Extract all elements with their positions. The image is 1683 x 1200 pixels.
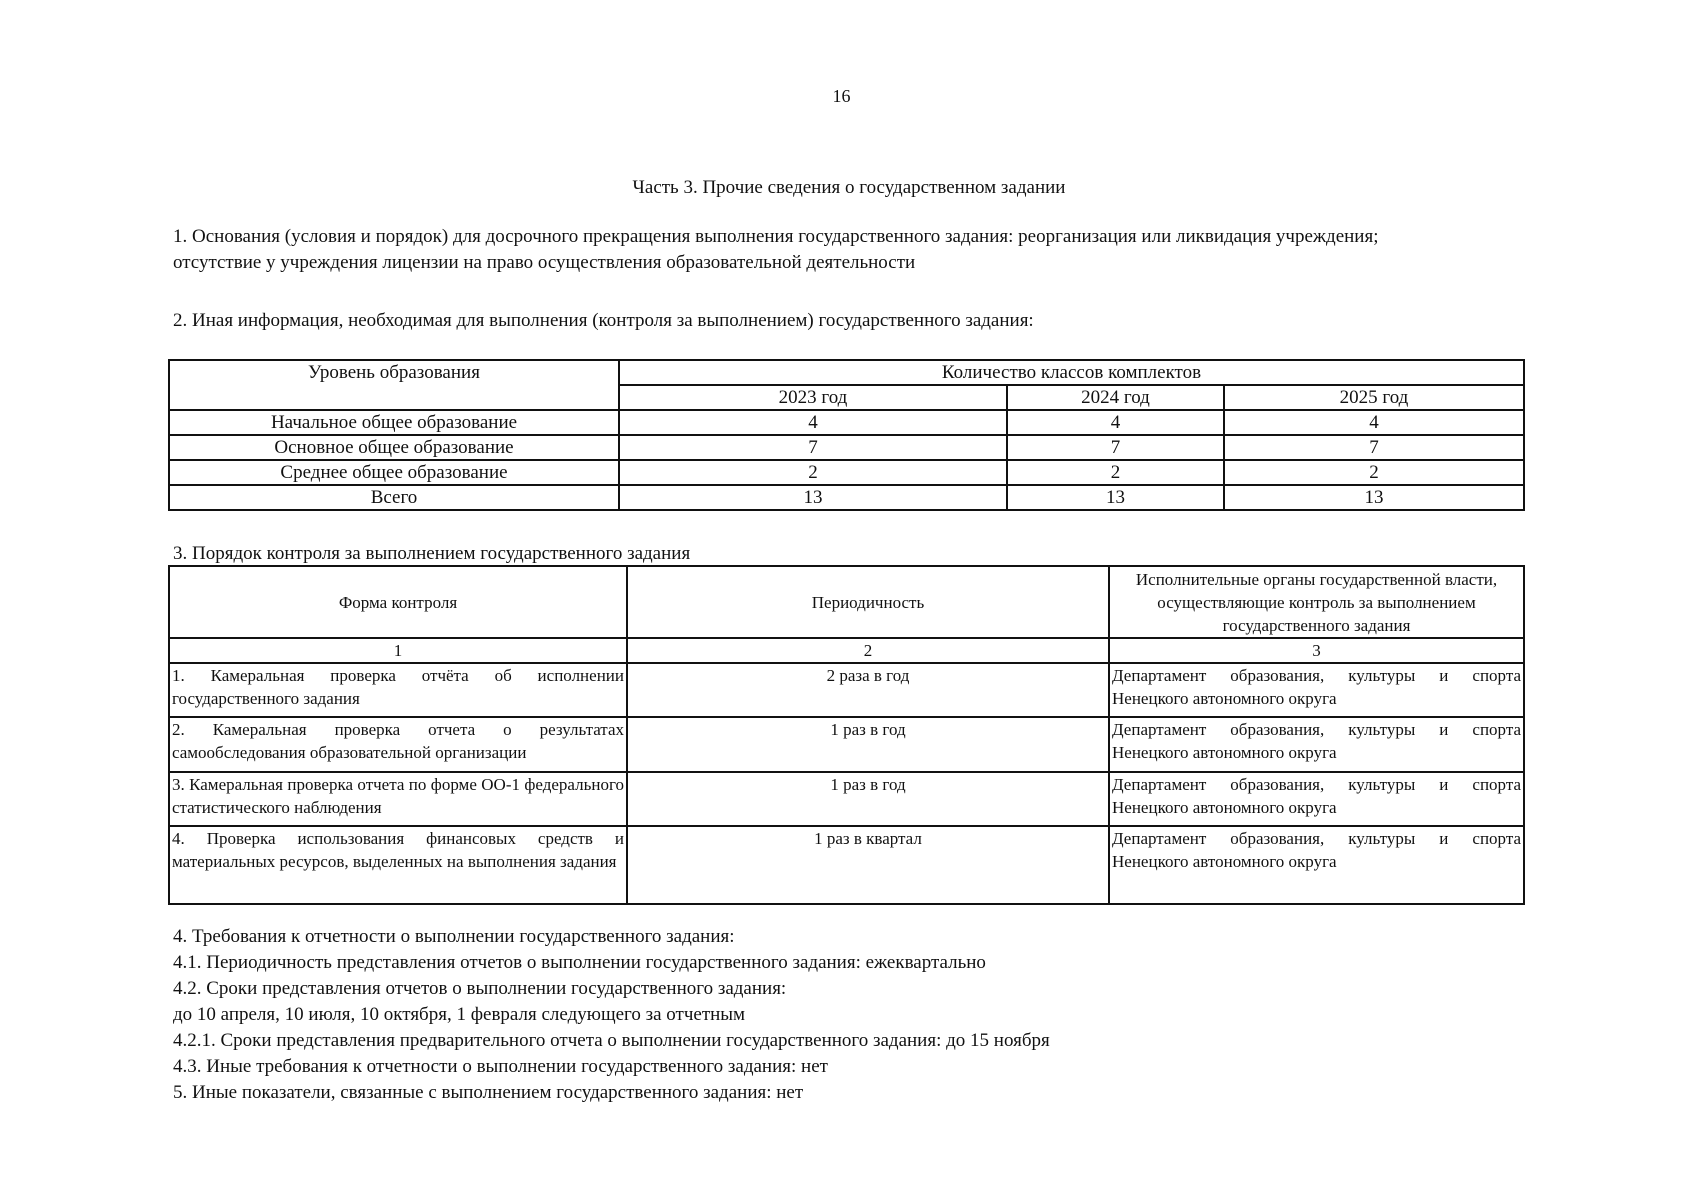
header-class-count: Количество классов комплектов <box>619 360 1524 385</box>
controlling-body-cell: Департамент образования, культуры и спорта Ненецкого автономного округа <box>1109 826 1524 904</box>
part-title: Часть 3. Прочие сведения о государственном задании <box>632 177 1066 198</box>
table-row <box>169 460 1524 485</box>
header-periodicity: Периодичность <box>627 566 1109 638</box>
count-cell: 13 <box>1007 485 1224 510</box>
control-form-cell: 1. Камеральная проверка отчёта об исполнении государственного задания <box>169 663 627 717</box>
header-controlling-body: Исполнительные органы государственной власти, осуществляющие контроль за выполнением государственного задания <box>1109 566 1524 638</box>
section1-line1: 1. Основания (условия и порядок) для досрочного прекращения выполнения государственного задания: реорганизация или ликвидация учреждения; <box>173 226 1379 247</box>
periodicity-cell: 1 раз в год <box>627 772 1109 826</box>
section4-item-4-3: 4.3. Иные требования к отчетности о выполнении государственного задания: нет <box>173 1056 828 1077</box>
header-year: 2023 год <box>619 385 1007 410</box>
table-row <box>169 772 1524 826</box>
count-cell: 7 <box>1224 435 1524 460</box>
count-cell: 2 <box>1007 460 1224 485</box>
section4-item-4-2-dates: до 10 апреля, 10 июля, 10 октября, 1 февраля следующего за отчетным <box>173 1004 746 1025</box>
header-year: 2024 год <box>1007 385 1224 410</box>
table-row <box>169 826 1524 904</box>
header-education-level: Уровень образования <box>169 360 619 410</box>
controlling-body-cell: Департамент образования, культуры и спорта Ненецкого автономного округа <box>1109 717 1524 772</box>
header-control-form: Форма контроля <box>169 566 627 638</box>
periodicity-cell: 2 раза в год <box>627 663 1109 717</box>
count-cell: 7 <box>1007 435 1224 460</box>
education-level-cell: Начальное общее образование <box>169 410 619 435</box>
count-cell: 13 <box>1224 485 1524 510</box>
column-number: 1 <box>169 638 627 663</box>
section3-title: 3. Порядок контроля за выполнением государственного задания <box>173 543 691 564</box>
page-number: 16 <box>832 86 851 106</box>
count-cell: 7 <box>619 435 1007 460</box>
control-form-cell: 4. Проверка использования финансовых средств и материальных ресурсов, выделенных на выполнения задания <box>169 826 627 904</box>
controlling-body-cell: Департамент образования, культуры и спорта Ненецкого автономного округа <box>1109 663 1524 717</box>
section4-item-4-2-1: 4.2.1. Сроки представления предварительного отчета о выполнении государственного задания: до 15 ноября <box>173 1030 1050 1051</box>
section5-title: 5. Иные показатели, связанные с выполнением государственного задания: нет <box>173 1082 804 1103</box>
count-cell: 2 <box>619 460 1007 485</box>
count-cell: 4 <box>1007 410 1224 435</box>
header-year: 2025 год <box>1224 385 1524 410</box>
section2-title: 2. Иная информация, необходимая для выполнения (контроля за выполнением) государственного задания: <box>173 310 1034 331</box>
table-row <box>169 717 1524 772</box>
count-cell: 2 <box>1224 460 1524 485</box>
column-number: 3 <box>1109 638 1524 663</box>
class-count-table <box>168 359 1525 511</box>
count-cell: 13 <box>619 485 1007 510</box>
controlling-body-cell: Департамент образования, культуры и спорта Ненецкого автономного округа <box>1109 772 1524 826</box>
table-row <box>169 435 1524 460</box>
section4-title: 4. Требования к отчетности о выполнении государственного задания: <box>173 926 735 947</box>
section1-line2: отсутствие у учреждения лицензии на право осуществления образовательной деятельности <box>173 252 916 273</box>
education-level-cell: Всего <box>169 485 619 510</box>
periodicity-cell: 1 раз в год <box>627 717 1109 772</box>
table-row <box>169 410 1524 435</box>
periodicity-cell: 1 раз в квартал <box>627 826 1109 904</box>
column-number: 2 <box>627 638 1109 663</box>
count-cell: 4 <box>1224 410 1524 435</box>
table-row <box>169 485 1524 510</box>
count-cell: 4 <box>619 410 1007 435</box>
education-level-cell: Основное общее образование <box>169 435 619 460</box>
table-row <box>169 663 1524 717</box>
control-table <box>168 565 1525 905</box>
education-level-cell: Среднее общее образование <box>169 460 619 485</box>
control-form-cell: 2. Камеральная проверка отчета о результатах самообследования образовательной организации <box>169 717 627 772</box>
section4-item-4-1: 4.1. Периодичность представления отчетов о выполнении государственного задания: ежеквартально <box>173 952 986 973</box>
control-form-cell: 3. Камеральная проверка отчета по форме ОО-1 федерального статистического наблюдения <box>169 772 627 826</box>
section4-item-4-2: 4.2. Сроки представления отчетов о выполнении государственного задания: <box>173 978 787 999</box>
